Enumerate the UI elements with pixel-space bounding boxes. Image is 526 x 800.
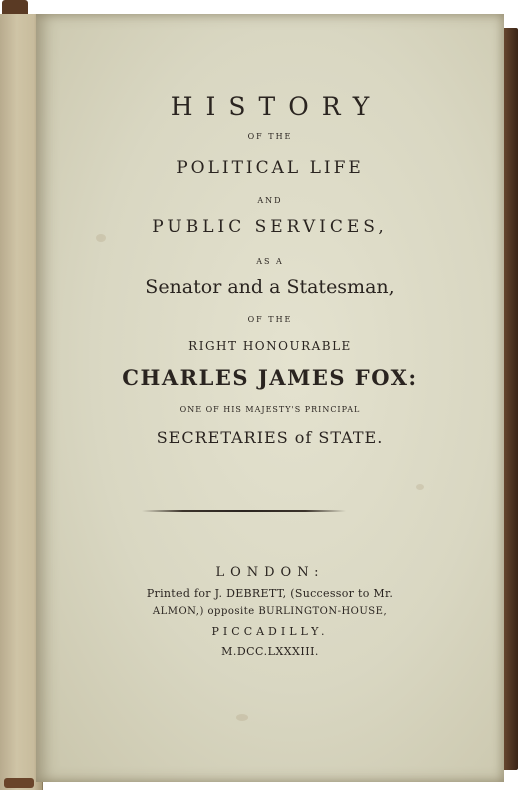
paper-spot: [236, 714, 248, 721]
imprint-piccadilly: PICCADILLY.: [211, 625, 329, 638]
title-as-a: AS A: [256, 257, 284, 266]
imprint-almon: ALMON,) opposite BURLINGTON-HOUSE,: [152, 606, 388, 617]
title-secretaries: SECRETARIES of STATE.: [156, 428, 384, 447]
title-name: CHARLES JAMES FOX:: [122, 365, 418, 390]
title-political-life: POLITICAL LIFE: [176, 158, 364, 178]
paper-spot: [416, 484, 424, 490]
title-senator-statesman: Senator and a Statesman,: [145, 276, 395, 298]
imprint-date: M.DCC.LXXXIII.: [221, 645, 319, 658]
title-public-services: PUBLIC SERVICES,: [152, 217, 388, 237]
title-one-of-principal: ONE OF HIS MAJESTY'S PRINCIPAL: [179, 405, 361, 414]
title-page: [36, 14, 504, 782]
imprint-london: LONDON:: [215, 565, 325, 580]
leather-spine-bottom: [4, 778, 34, 788]
leather-cover-edge: [502, 28, 518, 770]
title-of-the: OF THE: [247, 132, 293, 141]
title-right-honourable: RIGHT HONOURABLE: [188, 339, 352, 353]
decorative-rule: [142, 510, 346, 512]
title-history: HISTORY: [170, 92, 383, 121]
title-of-the-2: OF THE: [247, 315, 293, 324]
imprint-printed-for: Printed for J. DEBRETT, (Successor to Mr.: [146, 587, 394, 600]
title-and: AND: [257, 196, 283, 205]
